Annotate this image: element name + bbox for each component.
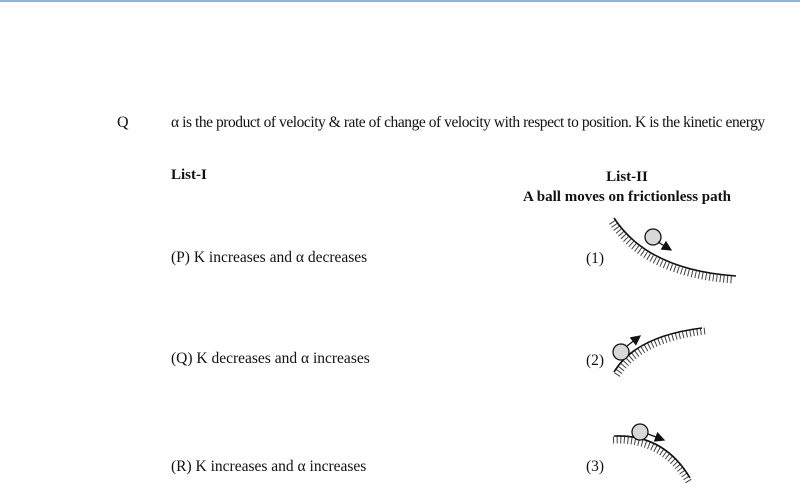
list2-title: List-II: [606, 169, 648, 185]
option-3-label: (3): [586, 458, 605, 475]
list2-heading: [472, 167, 782, 207]
figure-3-convex-downhill-path: [610, 418, 696, 484]
list2-subtitle: A ball moves on frictionless path: [523, 189, 731, 205]
statement-p: (P) K increases and α decreases: [171, 249, 368, 266]
path-curve: [614, 436, 690, 478]
velocity-arrow-icon: [627, 336, 640, 346]
figure-2-convex-uphill-path: [606, 320, 710, 382]
ball-icon: [613, 344, 629, 360]
velocity-arrow-icon: [658, 242, 671, 250]
list1-heading: List-I: [171, 167, 207, 183]
ball-icon: [632, 424, 648, 440]
top-rule: [0, 0, 800, 2]
velocity-arrow-icon: [648, 434, 664, 440]
figure-1-concave-downhill-path: [608, 212, 748, 290]
question-label: Q: [117, 114, 129, 131]
option-2-label: (2): [586, 352, 605, 369]
statement-r: (R) K increases and α increases: [171, 458, 367, 475]
statement-q: (Q) K decreases and α increases: [171, 350, 370, 367]
path-hatching: [612, 222, 734, 280]
option-1-label: (1): [586, 250, 605, 267]
question-text: α is the product of velocity & rate of change of velocity with respect to position. K is the kinetic energy: [171, 114, 765, 131]
